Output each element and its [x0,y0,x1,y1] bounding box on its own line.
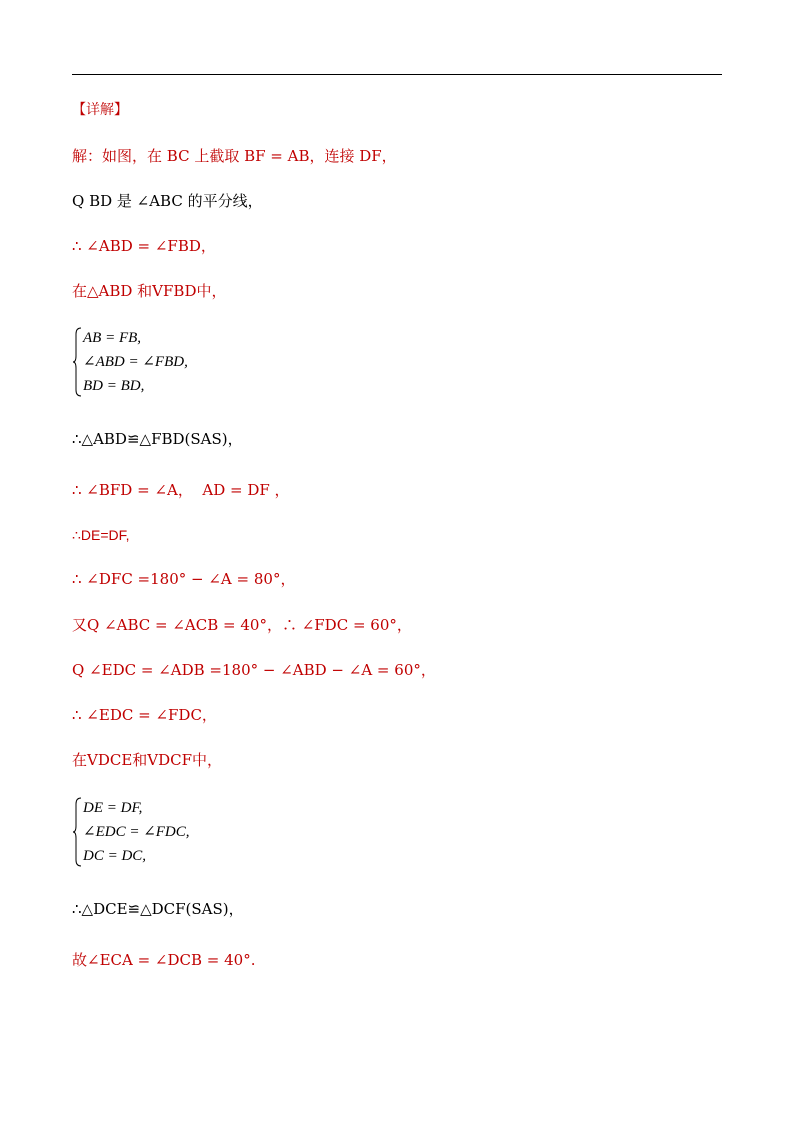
solution-line-14: 故∠ECA = ∠DCB = 40°. [72,951,256,969]
system2-row-1: DE = DF, [83,800,143,816]
solution-line-12: 在VDCE和VDCF中， [72,751,223,769]
left-brace-icon [72,796,82,868]
system1-row-3: BD = BD, [83,378,145,394]
solution-line-3: ∴ ∠ABD = ∠FBD， [72,237,216,255]
solution-line-7: ∴DE=DF, [72,527,130,543]
left-brace-icon [72,326,82,398]
section-heading: 【详解】 [72,102,128,118]
system1-row-2: ∠ABD = ∠FBD, [83,354,188,370]
header-rule [72,74,722,75]
solution-line-8: ∴ ∠DFC =180° − ∠A = 80°， [72,570,296,588]
solution-line-6: ∴ ∠BFD = ∠A， AD = DF ， [72,481,290,499]
solution-line-5: ∴△ABD≌△FBD(SAS)， [72,430,243,448]
solution-line-9: 又Q ∠ABC = ∠ACB = 40°，∴ ∠FDC = 60°， [72,616,412,634]
solution-line-4: 在△ABD 和VFBD中， [72,282,227,300]
solution-line-1: 解：如图，在 BC 上截取 BF = AB，连接 DF， [72,147,397,165]
solution-line-11: ∴ ∠EDC = ∠FDC， [72,706,217,724]
system1-row-1: AB = FB, [83,330,142,346]
system2-row-3: DC = DC, [83,848,147,864]
solution-line-10: Q ∠EDC = ∠ADB =180° − ∠ABD − ∠A = 60°， [72,661,436,679]
system2-row-2: ∠EDC = ∠FDC, [83,824,190,840]
solution-line-13: ∴△DCE≌△DCF(SAS)， [72,900,244,918]
solution-line-2: Q BD 是 ∠ABC 的平分线， [72,192,263,210]
